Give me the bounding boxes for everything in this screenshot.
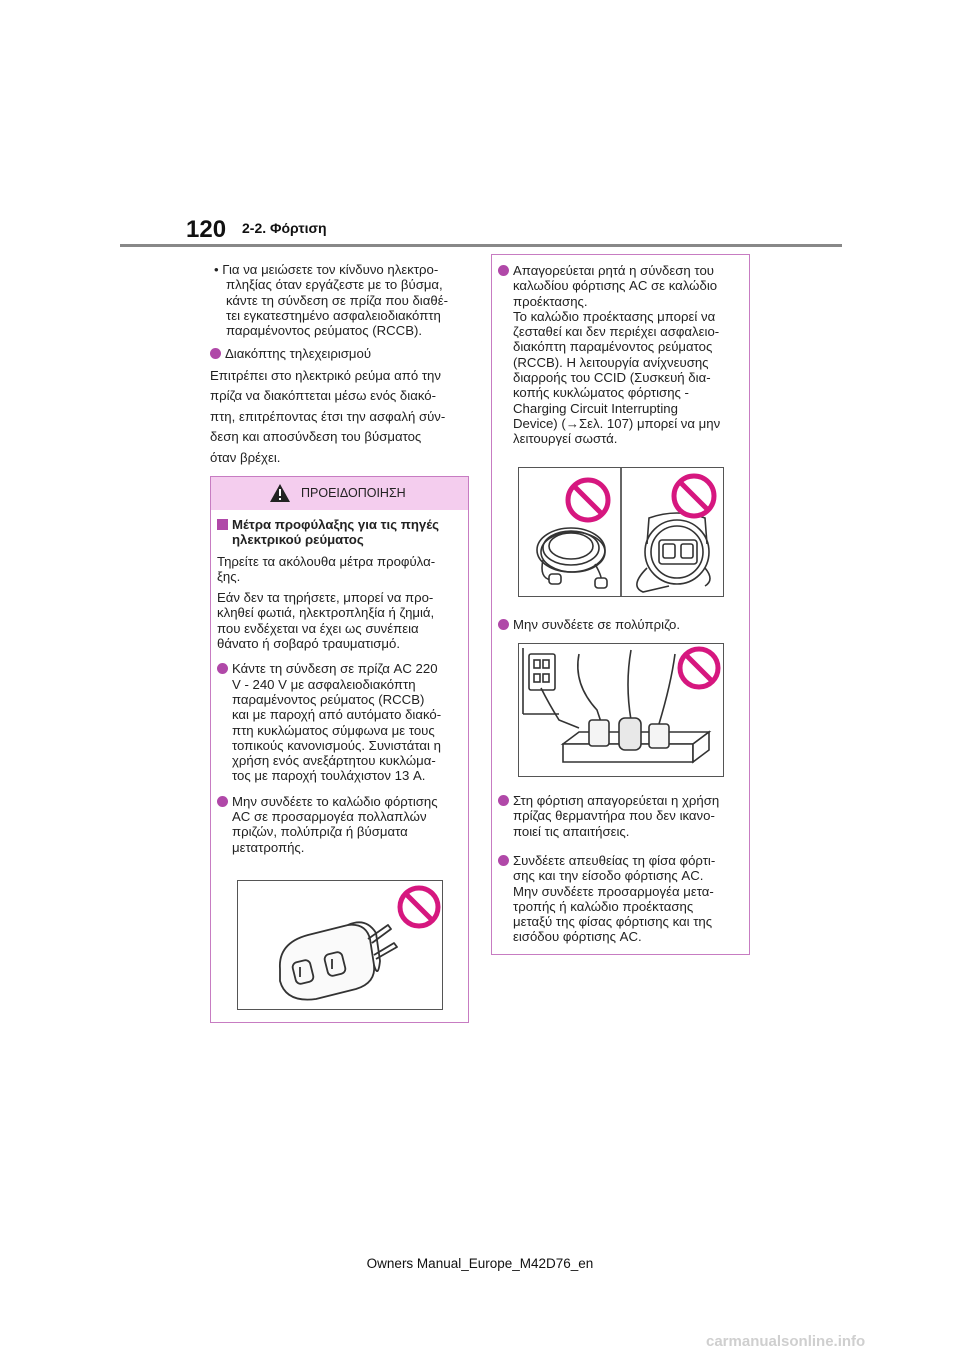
warning-item-1: Κάντε τη σύνδεση σε πρίζα AC 220 V - 240 V με ασφαλειοδιακόπτη παραμένοντος ρεύματος (RCCB) και με παροχή από αυτόματο διακό- πτη κυκλώματος σύμφωνα με τους τοπικούς κανονισμούς. Συνιστάται η χρήση ενός ανεξάρτητου κυκλώμα- τος με παροχή τουλάχιστον 13 A.	[217, 661, 467, 783]
square-bullet-icon	[217, 519, 228, 530]
plug-adapter-illustration	[238, 881, 442, 1009]
prohibition-icon	[400, 888, 438, 926]
bullet-dot-icon	[498, 619, 509, 630]
warning-p2: Εάν δεν τα τηρήσετε, μπορεί να προ- κληθεί φωτιά, ηλεκτροπληξία ή ζημιά, που ενδέχεται να έχει ως συνέπεια θάνατο ή σοβαρό τραυματισμό.	[217, 590, 435, 652]
warning-item-2: Μην συνδέετε το καλώδιο φόρτισης AC σε προσαρμογέα πολλαπλών πριζών, πολύπριζα ή βύσματα μετατροπής.	[217, 794, 467, 855]
power-strip-figure	[518, 643, 724, 777]
extension-cord-illustration	[519, 468, 723, 596]
warning-triangle-icon	[269, 483, 291, 503]
left-column	[210, 262, 475, 468]
warning-p1: Τηρείτε τα ακόλουθα μέτρα προφύλα- ξης.	[217, 553, 436, 584]
right-item-2: Μην συνδέετε σε πολύπριζο.	[498, 617, 748, 632]
bullet-dot-icon	[217, 663, 228, 674]
bullet-dot-icon	[498, 795, 509, 806]
right-item-1: Απαγορεύεται ρητά η σύνδεση του καλωδίου φόρτισης AC σε καλώδιο προέκτασης. Το καλώδιο προέκτασης μπορεί να ζεσταθεί και δεν περιέχει ασφαλειο- διακόπτη παραμένοντος ρεύματος (RCCB). Η λειτουργία ανίχνευσης διαρροής του CCID (Συσκευή δια- κοπής κυκλώματος φόρτισης - Charging Circuit Interrupting Device) (→Σελ. 107) μπορεί να μην λειτουργεί σωστά.	[498, 263, 748, 447]
page-ref-arrow-icon: →	[565, 415, 579, 431]
page-number: 120	[186, 216, 227, 243]
prohibition-icon	[568, 480, 608, 520]
body-paragraph: Επιτρέπει στο ηλεκτρικό ρεύμα από την πρίζα να διακόπτεται μέσω ενός διακό- πτη, επιτρέποντας έτσι την ασφαλή σύν- δεση και αποσύνδεση του βύσματος όταν βρέχει.	[210, 367, 446, 465]
warning-header	[211, 477, 468, 510]
extension-cord-figure	[518, 467, 724, 597]
right-item-3: Στη φόρτιση απαγορεύεται η χρήση πρίζας θερμαντήρα που δεν ικανο- ποιεί τις απαιτήσεις.	[498, 793, 748, 839]
power-strip-illustration	[519, 644, 723, 776]
bullet-dot-icon	[498, 855, 509, 866]
watermark[interactable]: carmanualsonline.info	[706, 1333, 866, 1350]
subheading: Διακόπτης τηλεχειρισμού	[210, 346, 475, 361]
warning-heading: Μέτρα προφύλαξης για τις πηγές ηλεκτρικού ρεύματος	[217, 517, 467, 548]
right-item-4: Συνδέετε απευθείας τη φίσα φόρτι- σης και την είσοδο φόρτισης AC. Μην συνδέετε προσαρμογέα μετα- τροπής ή καλώδιο προέκτασης μεταξύ της φίσας φόρτισης και της εισόδου φόρτισης AC.	[498, 853, 748, 945]
bullet-dot-icon	[217, 796, 228, 807]
header-rule	[120, 244, 842, 247]
bullet-dot-icon	[210, 348, 221, 359]
bullet-dot-icon	[498, 265, 509, 276]
right-box	[491, 254, 750, 955]
prohibition-icon	[680, 649, 718, 687]
warning-title: ΠΡΟΕΙΔΟΠΟΙΗΣΗ	[301, 486, 406, 500]
bullet-paragraph: • Για να μειώσετε τον κίνδυνο ηλεκτρο- πληξίας όταν εργάζεστε με το βύσμα, κάντε τη σύνδεση σε πρίζα που διαθέ- τει εγκατεστημένο ασφαλειοδιακόπτη παραμένοντος ρεύματος (RCCB).	[214, 262, 448, 339]
section-title: 2-2. Φόρτιση	[242, 220, 327, 236]
adapter-figure	[237, 880, 443, 1010]
warning-box	[210, 476, 469, 1023]
page-ref-link[interactable]: Σελ. 107) μπορεί να μην	[578, 415, 721, 431]
footer-text: Owners Manual_Europe_M42D76_en	[366, 1256, 594, 1271]
prohibition-icon	[674, 476, 714, 516]
